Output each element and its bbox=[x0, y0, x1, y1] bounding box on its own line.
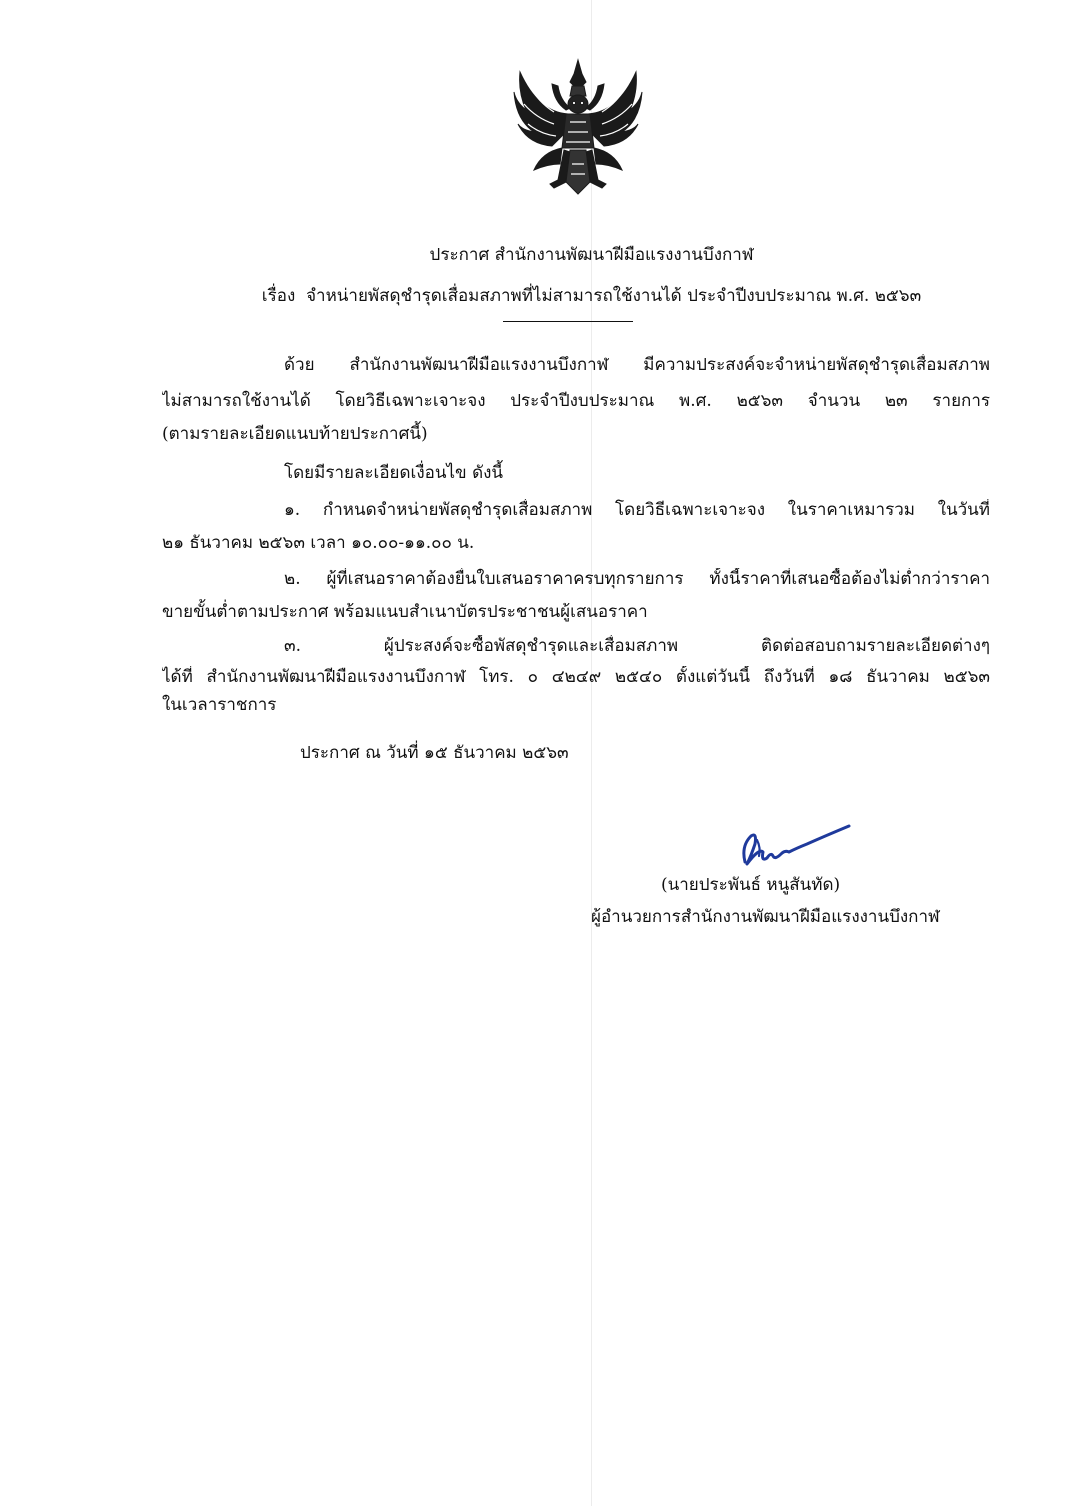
conditions-heading: โดยมีรายละเอียดเงื่อนไข ดังนี้ bbox=[284, 463, 504, 483]
signer-name: (นายประพันธ์ หนูสันทัด) bbox=[661, 875, 841, 895]
item-2-line-2: ขายขั้นต่ำตามประกาศ พร้อมแนบสำเนาบัตรประชาชนผู้เสนอราคา bbox=[162, 602, 648, 622]
subject-label: เรื่อง bbox=[261, 286, 296, 306]
intro-line-1: ด้วย สำนักงานพัฒนาฝีมือแรงงานบึงกาฬ มีความประสงค์จะจำหน่ายพัสดุชำรุดเสื่อมสภาพ bbox=[284, 355, 990, 375]
handwritten-signature bbox=[737, 822, 852, 870]
announce-date: ประกาศ ณ วันที่ ๑๕ ธันวาคม ๒๕๖๓ bbox=[300, 743, 569, 763]
scan-fold-line bbox=[591, 0, 592, 1506]
item-3-line-2: ได้ที่ สำนักงานพัฒนาฝีมือแรงงานบึงกาฬ โทร. ๐ ๔๒๔๙ ๒๕๔๐ ตั้งแต่วันนี้ ถึงวันที่ ๑๘ ธันวาคม ๒๕๖๓ bbox=[162, 667, 990, 687]
signer-position: ผู้อำนวยการสำนักงานพัฒนาฝีมือแรงงานบึงกาฬ bbox=[591, 907, 940, 927]
subject-text: จำหน่ายพัสดุชำรุดเสื่อมสภาพที่ไม่สามารถใช้งานได้ ประจำปีงบประมาณ พ.ศ. ๒๕๖๓ bbox=[306, 286, 922, 306]
announcement-subject bbox=[48, 285, 1087, 307]
title-divider bbox=[503, 321, 633, 322]
item-3-line-1: ๓. ผู้ประสงค์จะซื้อพัสดุชำรุดและเสื่อมสภาพ ติดต่อสอบถามรายละเอียดต่างๆ bbox=[284, 636, 990, 656]
intro-line-2: ไม่สามารถใช้งานได้ โดยวิธีเฉพาะเจาะจง ประจำปีงบประมาณ พ.ศ. ๒๕๖๓ จำนวน ๒๓ รายการ bbox=[162, 391, 990, 411]
item-1-line-2: ๒๑ ธันวาคม ๒๕๖๓ เวลา ๑๐.๐๐-๑๑.๐๐ น. bbox=[162, 533, 475, 553]
item-1-line-1: ๑. กำหนดจำหน่ายพัสดุชำรุดเสื่อมสภาพ โดยวิธีเฉพาะเจาะจง ในราคาเหมารวม ในวันที่ bbox=[284, 500, 990, 520]
garuda-emblem-icon bbox=[508, 52, 648, 202]
item-3-line-3: ในเวลาราชการ bbox=[162, 695, 277, 715]
item-2-line-1: ๒. ผู้ที่เสนอราคาต้องยื่นใบเสนอราคาครบทุกรายการ ทั้งนี้ราคาที่เสนอซื้อต้องไม่ต่ำกว่าราคา bbox=[284, 569, 990, 589]
intro-line-3: (ตามรายละเอียดแนบท้ายประกาศนี้) bbox=[162, 424, 428, 444]
announcement-title: ประกาศ สำนักงานพัฒนาฝีมือแรงงานบึงกาฬ bbox=[429, 245, 754, 265]
